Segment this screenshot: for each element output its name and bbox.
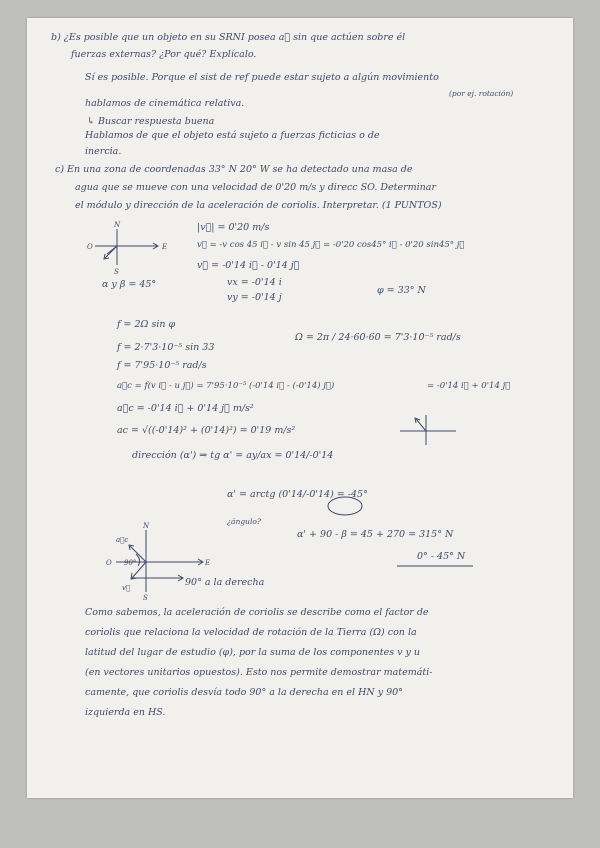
conclusion-line4: (en vectores unitarios opuestos). Esto nos permite demostrar matemáti- [85,667,433,678]
conclusion-line2: coriolis que relaciona la velocidad de rotación de la Tierra (Ω) con la [85,627,417,638]
notebook-page [27,18,573,798]
question-c-line3: el módulo y dirección de la aceleración de coriolis. Interpretar. (1 PUNTOS) [75,200,442,211]
calc-question-mark: ¿ángulo? [227,517,261,526]
compass-n-label: N [114,221,121,229]
calc-f-formula: f = 2Ω sin φ [117,319,176,330]
sketch2-v-label: v⃗ [122,584,131,592]
conclusion-line1: Como sabemos, la aceleración de coriolis se describe como el factor de [85,607,429,618]
question-c-line1: c) En una zona de coordenadas 33° N 20° W se ha detectado una masa de [55,164,413,175]
sketch2-ac-label: a⃗c [116,536,129,544]
calc-ac-vec: a⃗c = -0'14 i⃗ + 0'14 j⃗ m/s² [117,403,254,414]
calc-dir-formula: dirección (α') ⇒ tg α' = ay/ax = 0'14/-0'14 [132,450,334,461]
calc-ac-mod: ac = √((-0'14)² + (0'14)²) = 0'19 m/s² [117,425,296,436]
calc-v-mod: |v⃗| = 0'20 m/s [197,222,270,233]
conclusion-line6: izquierda en HS. [85,707,166,718]
calc-f-num: f = 2·7'3·10⁻⁵ sin 33 [117,342,215,353]
calc-rotation-note: 90° a la derecha [185,577,265,588]
compass-e-label: E [162,243,168,251]
question-c-line2: agua que se mueve con una velocidad de 0'20 m/s y direcc SO. Determinar [75,182,437,193]
sketch2-n-label: N [143,522,150,530]
answer-b-note: ↳ Buscar respuesta buena [87,116,215,127]
calc-v-dir: v⃗ = -v cos 45 i⃗ - v sin 45 j⃗ = -0'20 cos45° i⃗ - 0'20 sin45° j⃗ [197,240,465,250]
calc-vx: vx = -0'14 i [227,277,282,288]
ac-vector-sketch [392,411,462,451]
result-underline [397,564,477,568]
sketch2-90-label: 90° [124,559,137,567]
calc-phi: φ = 33° N [377,285,426,296]
calc-result-line2: 0° - 45° N [417,551,466,562]
answer-b-line4: inercia. [85,146,122,157]
calc-ac-short: = -0'14 i⃗ + 0'14 j⃗ [427,381,511,391]
calc-v-vec: v⃗ = -0'14 i⃗ - 0'14 j⃗ [197,260,300,271]
answer-b-aside: (por ej. rotación) [449,89,514,98]
answer-b-line1: Sí es posible. Porque el sist de ref puede estar sujeto a algún movimiento [85,72,439,83]
question-b-line2: fuerzas externas? ¿Por qué? Explícalo. [71,49,257,60]
calc-f-val: f = 7'95·10⁻⁵ rad/s [117,360,207,371]
compass-sketch [87,221,187,281]
conclusion-line5: camente, que coriolis desvía todo 90° a la derecha en el HN y 90° [85,687,403,698]
sketch2-s-label: S [143,594,148,602]
calc-angle: α y β = 45° [102,279,157,290]
sketch2-w-label: O [106,559,112,567]
answer-b-line2: hablamos de cinemática relativa. [85,98,245,109]
calc-alpha-prime: α' = arctg (0'14/-0'14) = -45° [227,489,368,500]
circled-result [327,496,367,520]
coriolis-direction-sketch [102,520,242,600]
compass-w-label: O [87,243,93,251]
conclusion-line3: latitud del lugar de estudio (φ), por la suma de los componentes v y u [85,647,421,658]
sketch2-e-label: E [205,559,211,567]
calc-omega: Ω = 2π / 24·60·60 = 7'3·10⁻⁵ rad/s [295,332,461,343]
calc-vy: vy = -0'14 j [227,292,282,303]
question-b-line1: b) ¿Es posible que un objeto en su SRNI posea a⃗ sin que actúen sobre él [51,32,406,43]
answer-b-line3: Hablamos de que el objeto está sujeto a fuerzas ficticias o de [85,130,380,141]
calc-result-line1: α' + 90 - β = 45 + 270 = 315° N [297,529,454,540]
calc-ac-formula: a⃗c = f(v i⃗ - u j⃗) = 7'95·10⁻⁵ (-0'14 i⃗ - (-0'14) j⃗) [117,381,335,391]
compass-s-label: S [114,268,119,276]
